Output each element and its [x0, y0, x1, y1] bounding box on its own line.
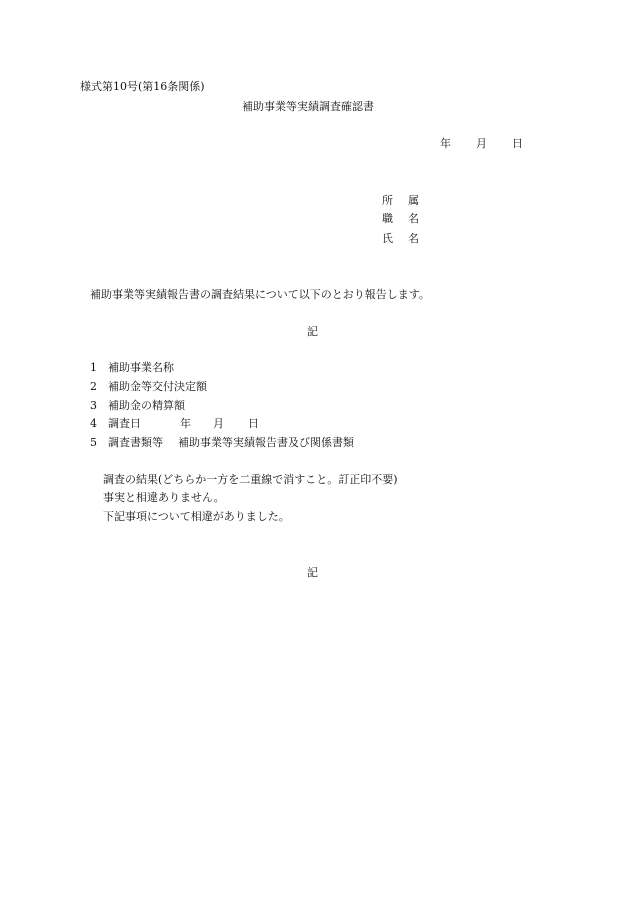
signature-affiliation-char1: 所 — [382, 194, 393, 207]
result-option-no-difference: 事実と相違ありません。 — [103, 491, 225, 504]
document-title: 補助事業等実績調査確認書 — [242, 100, 374, 113]
signature-affiliation-char2: 属 — [408, 194, 419, 207]
signature-affiliation — [382, 195, 419, 206]
lead-text: 補助事業等実績報告書の調査結果について以下のとおり報告します。 — [90, 288, 430, 301]
list-item — [90, 381, 207, 392]
date-day-label: 日 — [512, 137, 523, 150]
item-label: 補助金等交付決定額 — [108, 380, 207, 393]
result-option-difference: 下記事項について相違がありました。 — [103, 510, 290, 523]
survey-date-year: 年 — [180, 417, 191, 430]
item-value: 補助事業等実績報告書及び関係書類 — [178, 436, 354, 449]
list-item — [90, 437, 390, 448]
item-number: 1 — [90, 361, 97, 374]
list-item — [90, 362, 174, 373]
signature-name-char1: 氏 — [382, 232, 393, 245]
form-number: 様式第10号(第16条関係) — [80, 80, 205, 93]
signature-position — [382, 213, 419, 224]
date-month-label: 月 — [476, 137, 487, 150]
list-item — [90, 418, 290, 429]
signature-position-char2: 名 — [408, 212, 419, 225]
survey-date-month: 月 — [213, 417, 224, 430]
signature-name — [382, 233, 419, 244]
item-number: 3 — [90, 399, 97, 412]
ki-mark: 記 — [307, 325, 318, 338]
item-label: 調査書類等 — [108, 436, 163, 449]
item-number: 2 — [90, 380, 97, 393]
signature-position-char1: 職 — [382, 212, 393, 225]
item-label: 調査日 — [108, 417, 141, 430]
ki-mark-2: 記 — [307, 566, 318, 579]
signature-name-char2: 名 — [408, 232, 419, 245]
list-item — [90, 400, 185, 411]
item-number: 4 — [90, 417, 97, 430]
item-number: 5 — [90, 436, 97, 449]
item-label: 補助事業名称 — [108, 361, 174, 374]
date-year-label: 年 — [440, 137, 451, 150]
item-label: 補助金の精算額 — [108, 399, 185, 412]
result-heading: 調査の結果(どちらか一方を二重線で消すこと。訂正印不要) — [103, 473, 398, 486]
survey-date-day: 日 — [248, 417, 259, 430]
